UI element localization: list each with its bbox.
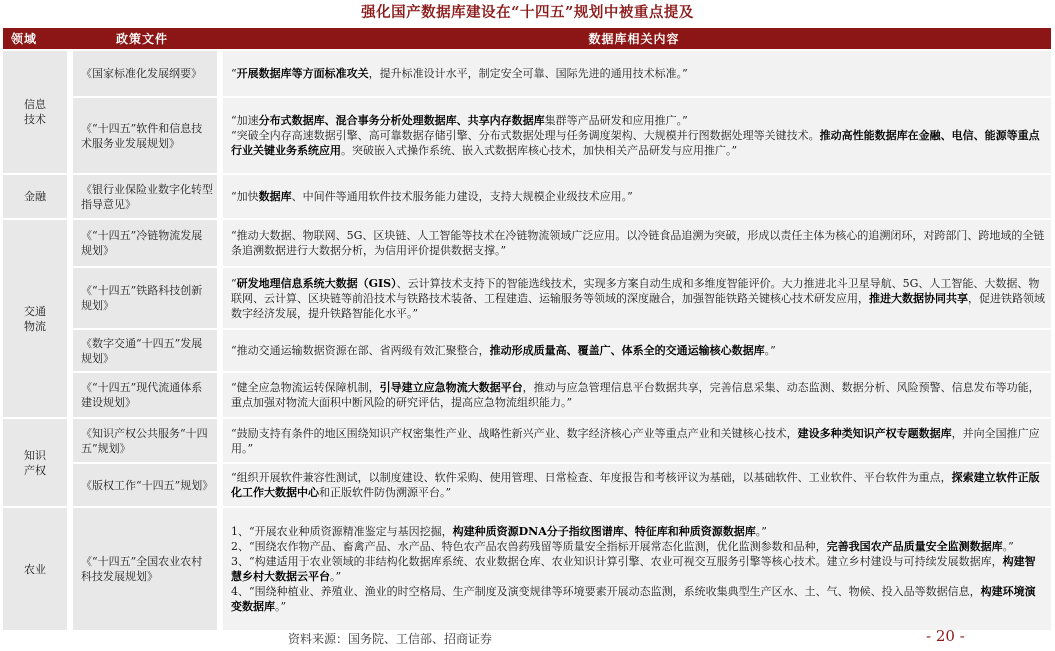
content-cell (217, 330, 1051, 371)
content-paragraph (231, 524, 1045, 539)
emphasis-text: 完善我国农产品质量安全监测数据库 (826, 540, 1003, 553)
doc-cell: 《国家标准化发展纲要》 (67, 51, 217, 96)
table-row (3, 175, 1051, 218)
content-paragraph (231, 584, 1045, 614)
doc-cell: 《银行业保险业数字化转型指导意见》 (67, 175, 217, 218)
content-cell (217, 508, 1051, 630)
table-row (3, 268, 1051, 328)
content-paragraph (231, 276, 1045, 321)
doc-cell: 《“十四五”全国农业农村科技发展规划》 (67, 508, 217, 630)
doc-cell: 《“十四五”现代流通体系建设规划》 (67, 373, 217, 417)
body-text: “组织开展软件兼容性测试，以制度建设、软件采购、使用管理、日常检查、年度报告和考核评议为基础，以基础软件、工业软件、平台软件为重点， (231, 471, 952, 484)
content-paragraph (231, 470, 1045, 500)
emphasis-text: 数据库 (258, 190, 292, 203)
body-text: “推动交通运输数据资源在部、省两级有效汇聚整合， (231, 344, 490, 357)
body-text: ，并向全国推广应用。” (231, 426, 1040, 455)
header-domain: 领域 (3, 28, 67, 49)
body-text: 、中间件等通用软件技术服务能力建设，支持大规模企业级技术应用。” (291, 190, 633, 203)
content-cell (217, 220, 1051, 266)
body-text: 1、“开展农业种质资源精准鉴定与基因挖掘， (231, 525, 453, 538)
domain-cell-transport: 交通 物流 (3, 220, 67, 417)
body-text: ，促进铁路领域数字经济发展，提升铁路智能化水平。” (231, 291, 1045, 320)
emphasis-text: 推动高性能数据库在金融、电信、能源等重点行业关键业务系统应用 (231, 129, 1040, 157)
header-content: 数据库相关内容 (217, 28, 1051, 49)
content-paragraph (231, 554, 1045, 584)
body-text: 3、“构建适用于农业领域的非结构化数据库系统、农业数据仓库、农业知识计算引擎、农业可视交互服务引擎等核心技术。建立乡村建设与可持续发展数据库， (231, 555, 1003, 568)
table-row (3, 373, 1051, 417)
body-text: 。” (764, 344, 776, 357)
doc-cell: 《数字交通“十四五”发展规划》 (67, 330, 217, 371)
content-cell (217, 419, 1051, 462)
doc-cell: 《“十四五”软件和信息技术服务业发展规划》 (67, 98, 217, 173)
body-text: “ (231, 276, 237, 290)
table-header-row (3, 28, 1051, 49)
domain-cell-ip: 知识 产权 (3, 419, 67, 506)
body-text: ，推动与应急管理信息平台数据共享，完善信息采集、动态监测、数据分析、风险预警、信息发布等功能，重点加强对物流大面积中断风险的研究评估，提高应急物流组织能力。” (231, 381, 1040, 409)
content-cell (217, 175, 1051, 218)
emphasis-text: 推动形成质量高、覆盖广、体系全的交通运输核心数据库 (489, 344, 765, 357)
header-doc: 政策文件 (67, 28, 217, 49)
body-text: “ (231, 67, 237, 80)
body-text: 。突破嵌入式操作系统、嵌入式数据库核心技术，加快相关产品研发与应用推广。” (341, 144, 738, 157)
doc-cell: 《知识产权公共服务“十四五”规划》 (67, 419, 217, 462)
content-paragraph (231, 113, 1045, 128)
content-cell (217, 268, 1051, 328)
body-text: 和正版软件防伪溯源平台。” (319, 486, 452, 499)
emphasis-text: 建设多种类知识产权专题数据库 (797, 426, 952, 440)
content-paragraph (231, 426, 1045, 456)
content-paragraph (231, 228, 1045, 258)
table-row (3, 508, 1051, 630)
domain-cell-agriculture: 农业 (3, 508, 67, 630)
body-text: “加速 (231, 114, 259, 127)
content-paragraph (231, 128, 1045, 158)
body-text: ，提升标准设计水平，制定安全可靠、国际先进的通用技术标准。” (368, 67, 688, 80)
page-number: - 20 - (926, 627, 965, 645)
content-cell (217, 51, 1051, 96)
content-paragraph (231, 539, 1045, 554)
body-text: 。” (330, 570, 342, 583)
emphasis-text: 构建智慧乡村大数据云平台 (231, 555, 1036, 583)
body-text: 。” (755, 525, 767, 538)
emphasis-text: 构建环境演变数据库 (231, 585, 1036, 613)
content-paragraph (231, 380, 1045, 410)
body-text: 。” (1002, 540, 1014, 553)
content-cell (217, 464, 1051, 506)
emphasis-text: 分布式数据库、混合事务分析处理数据库、共享内存数据库 (258, 114, 545, 127)
table-row (3, 464, 1051, 506)
emphasis-text: 探索建立软件正版化工作大数据中心 (231, 471, 1040, 499)
content-paragraph (231, 189, 1045, 204)
body-text: 、云计算技术支持下的智能选线技术，实现多方案自动生成和多维度智能评价。大力推进北斗卫星导航、5G、人工智能、大数据、物联网、云计算、区块链等前沿技术与铁路技术装备、工程建造、运输服务等领域的深度融合，加强智能铁路关键核心技术研发应用， (231, 276, 1040, 305)
page-title: 强化国产数据库建设在“十四五”规划中被重点提及 (361, 4, 694, 21)
policy-table (3, 26, 1051, 632)
table-row (3, 220, 1051, 266)
body-text: “突破全内存高速数据引擎、高可靠数据存储引擎、分布式数据处理与任务调度架构、大规模并行图数据处理等关键技术。 (231, 129, 820, 142)
table-row (3, 330, 1051, 371)
body-text: 集群等产品研发和应用推广。” (544, 114, 688, 127)
body-text: 2、“围绕农作物产品、畜禽产品、水产品、特色农产品农兽药残留等质量安全指标开展常态化监测，优化监测参数和品种， (231, 540, 827, 553)
footer-source: 资料来源：国务院、工信部、招商证券 (288, 632, 493, 646)
emphasis-text: 构建种质资源DNA分子指纹图谱库、特征库和种质资源数据库 (452, 525, 756, 538)
emphasis-text: 开展数据库等方面标准攻关 (236, 67, 369, 80)
content-cell (217, 373, 1051, 417)
emphasis-text: 研发地理信息系统大数据（GIS） (236, 276, 397, 290)
body-text: “加快 (231, 190, 259, 203)
doc-cell: 《版权工作“十四五”规划》 (67, 464, 217, 506)
body-text: “推动大数据、物联网、5G、区块链、人工智能等技术在冷链物流领域广泛应用。以冷链食品追溯为突破，形成以责任主体为核心的追溯闭环，对跨部门、跨地域的全链条追溯数据进行大数据分析，为信用评价提供数据支撑。” (231, 229, 1045, 257)
emphasis-text: 引导建立应急物流大数据平台 (379, 381, 523, 394)
body-text: “健全应急物流运转保障机制， (231, 381, 380, 394)
emphasis-text: 推进大数据协同共享 (869, 291, 968, 305)
body-text: 4、“围绕种植业、养殖业、渔业的时空格局、生产制度及演变规律等环境要素开展动态监测，系统收集典型生产区水、土、气、物候、投入品等数据信息， (231, 585, 981, 598)
doc-cell: 《“十四五”铁路科技创新规划》 (67, 268, 217, 328)
domain-cell-finance: 金融 (3, 175, 67, 218)
content-cell (217, 98, 1051, 173)
domain-cell-it: 信息 技术 (3, 51, 67, 173)
table-row (3, 51, 1051, 96)
body-text: 。” (275, 600, 287, 613)
content-paragraph (231, 66, 1045, 81)
body-text: “鼓励支持有条件的地区围绕知识产权密集性产业、战略性新兴产业、数字经济核心产业等重点产业和关键核心技术， (231, 426, 798, 440)
content-paragraph (231, 343, 1045, 358)
table-row (3, 98, 1051, 173)
doc-cell: 《“十四五”冷链物流发展规划》 (67, 220, 217, 266)
table-row (3, 419, 1051, 462)
